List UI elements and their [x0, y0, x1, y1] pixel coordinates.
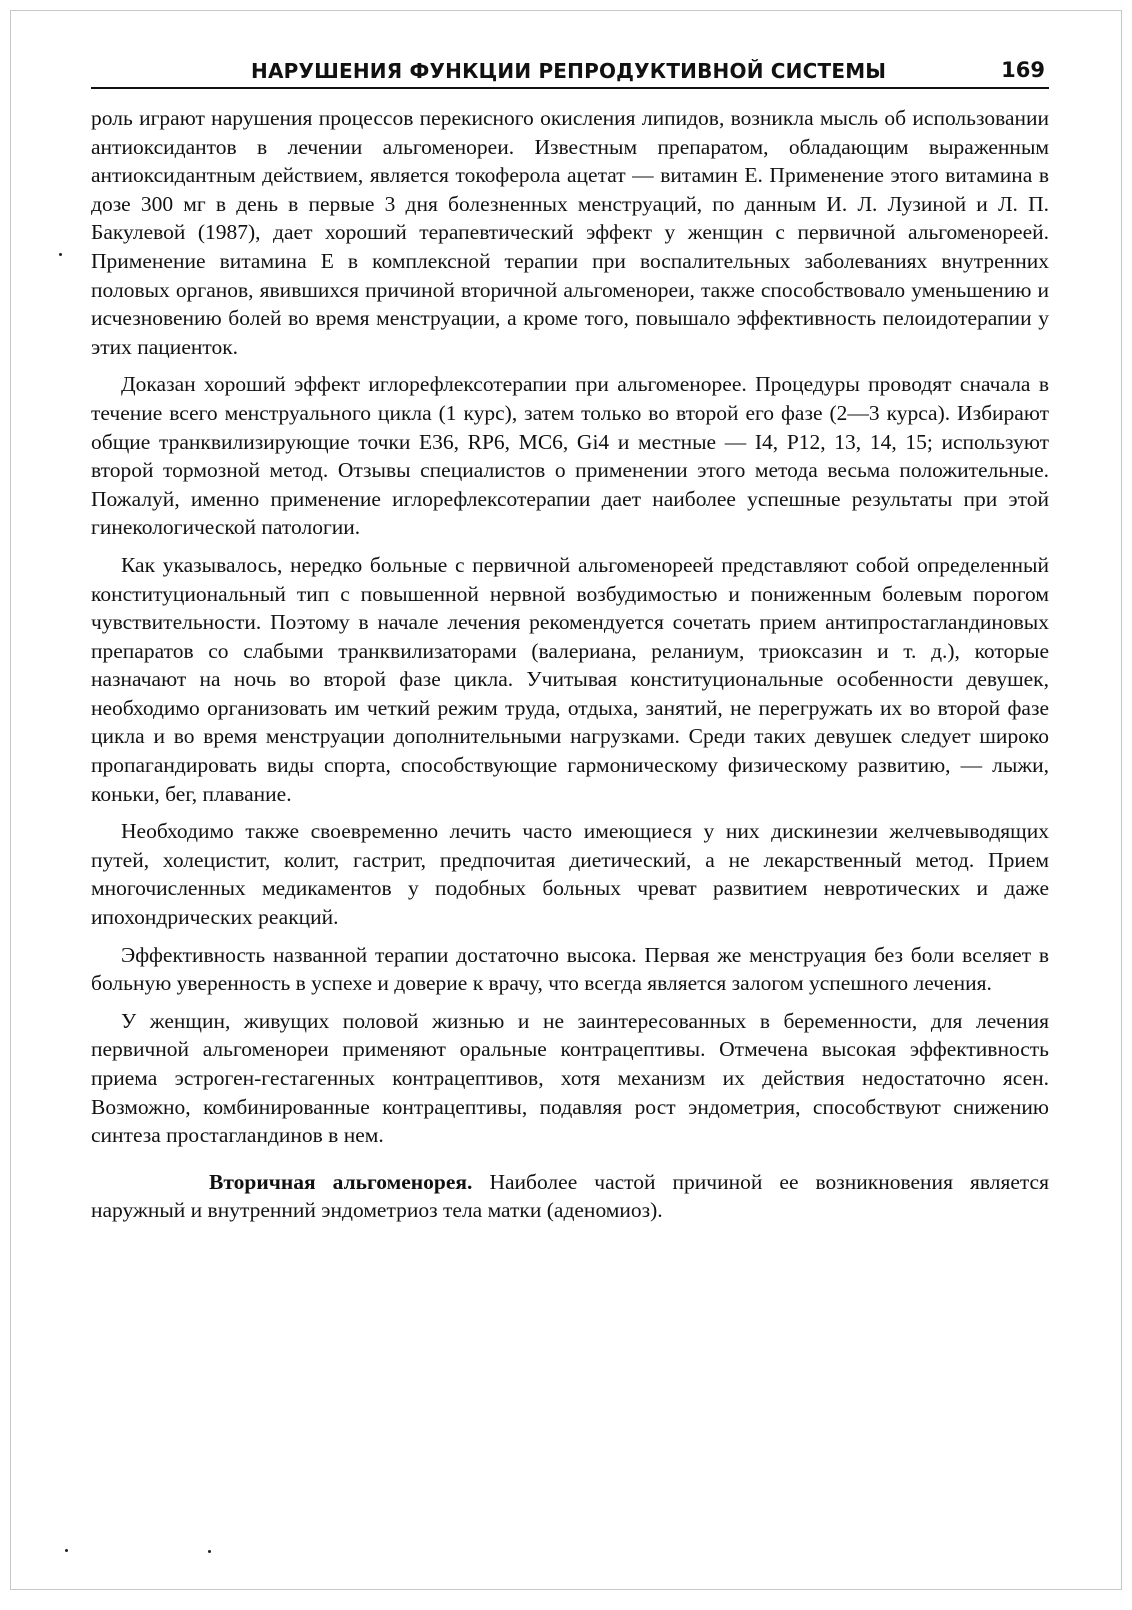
page-body [91, 104, 1049, 1234]
page-number: 169 [1001, 58, 1045, 82]
paragraph-2: Доказан хороший эффект иглорефлексотерапии при альгоменорее. Процедуры проводят сначала в течение всего менструального цикла (1 курс), затем только во второй его фазе (2—3 курса). Избирают общие транквилизирующие точки E36, RP6, MC6, Gi4 и местные — I4, P12, 13, 14, 15; используют второй тормозной метод. Отзывы специалистов о применении этого метода весьма положительные. Пожалуй, именно применение иглорефлексотерапии дает наиболее успешные результаты при этой гинекологической патологии. [91, 372, 1049, 540]
scan-speck [59, 253, 62, 256]
scan-speck [208, 1550, 211, 1553]
running-title: НАРУШЕНИЯ ФУНКЦИИ РЕПРОДУКТИВНОЙ СИСТЕМЫ [251, 59, 887, 83]
paragraph-3: Как указывалось, нередко больные с первичной альгоменореей представляют собой определенный конституциональный тип с повышенной нервной возбудимостью и пониженным болевым порогом чувствительности. Поэтому в начале лечения рекомендуется сочетать прием антипростагландиновых препаратов со слабыми транквилизаторами (валериана, реланиум, триоксазин и т. д.), которые назначают на ночь во второй фазе цикла. Учитывая конституциональные особенности девушек, необходимо организовать им четкий режим труда, отдыха, занятий, не перегружать их во второй фазе цикла и во время менструации дополнительными нагрузками. Среди таких девушек следует широко пропагандировать виды спорта, способствующие гармоническому физическому развитию, — лыжи, коньки, бег, плавание. [91, 552, 1049, 806]
paragraph-6: У женщин, живущих половой жизнью и не заинтересованных в беременности, для лечения первичной альгоменореи применяют оральные контрацептивы. Отмечена высокая эффективность приема эстроген-гестагенных контрацептивов, хотя механизм их действия недостаточно ясен. Возможно, комбинированные контрацептивы, подавляя рост эндометрия, способствуют снижению синтеза простагландинов в нем. [91, 1008, 1049, 1148]
paragraph-1: роль играют нарушения процессов перекисного окисления липидов, возникла мысль об использовании антиоксидантов в лечении альгоменореи. Известным препаратом, обладающим выраженным антиоксидантным действием, является токоферола ацетат — витамин Е. Применение этого витамина в дозе 300 мг в день в первые 3 дня болезненных менструаций, по данным И. Л. Лузиной и Л. П. Бакулевой (1987), дает хороший терапевтический эффект у женщин с первичной альгоменореей. Применение витамина Е в комплексной терапии при воспалительных заболеваниях внутренних половых органов, явившихся причиной вторичной альгоменореи, также способствовало уменьшению и исчезновению болей во время менструации, а кроме того, повышало эффективность пелоидотерапии у этих пациенток. [91, 106, 1049, 359]
paragraph-5: Эффективность названной терапии достаточно высока. Первая же менструация без боли вселяет в больную уверенность в успехе и доверие к врачу, что всегда является залогом успешного лечения. [91, 942, 1049, 996]
paragraph-7-text: Наиболее частой причиной ее возникновения является наружный и внутренний эндометриоз тела матки (аденомиоз). [91, 1169, 1049, 1223]
paragraph-7 [91, 1168, 1049, 1225]
page-header [91, 55, 1049, 89]
scan-speck [65, 1549, 68, 1552]
paragraph-4: Необходимо также своевременно лечить часто имеющиеся у них дискинезии желчевыводящих путей, холецистит, колит, гастрит, предпочитая диетический, а не лекарственный метод. Прием многочисленных медикаментов у подобных больных чреват развитием невротических и даже ипохондрических реакций. [91, 819, 1049, 930]
section-heading-secondary-algomenorrhea: Вторичная альгоменорея. [209, 1169, 473, 1194]
book-page [10, 10, 1122, 1590]
